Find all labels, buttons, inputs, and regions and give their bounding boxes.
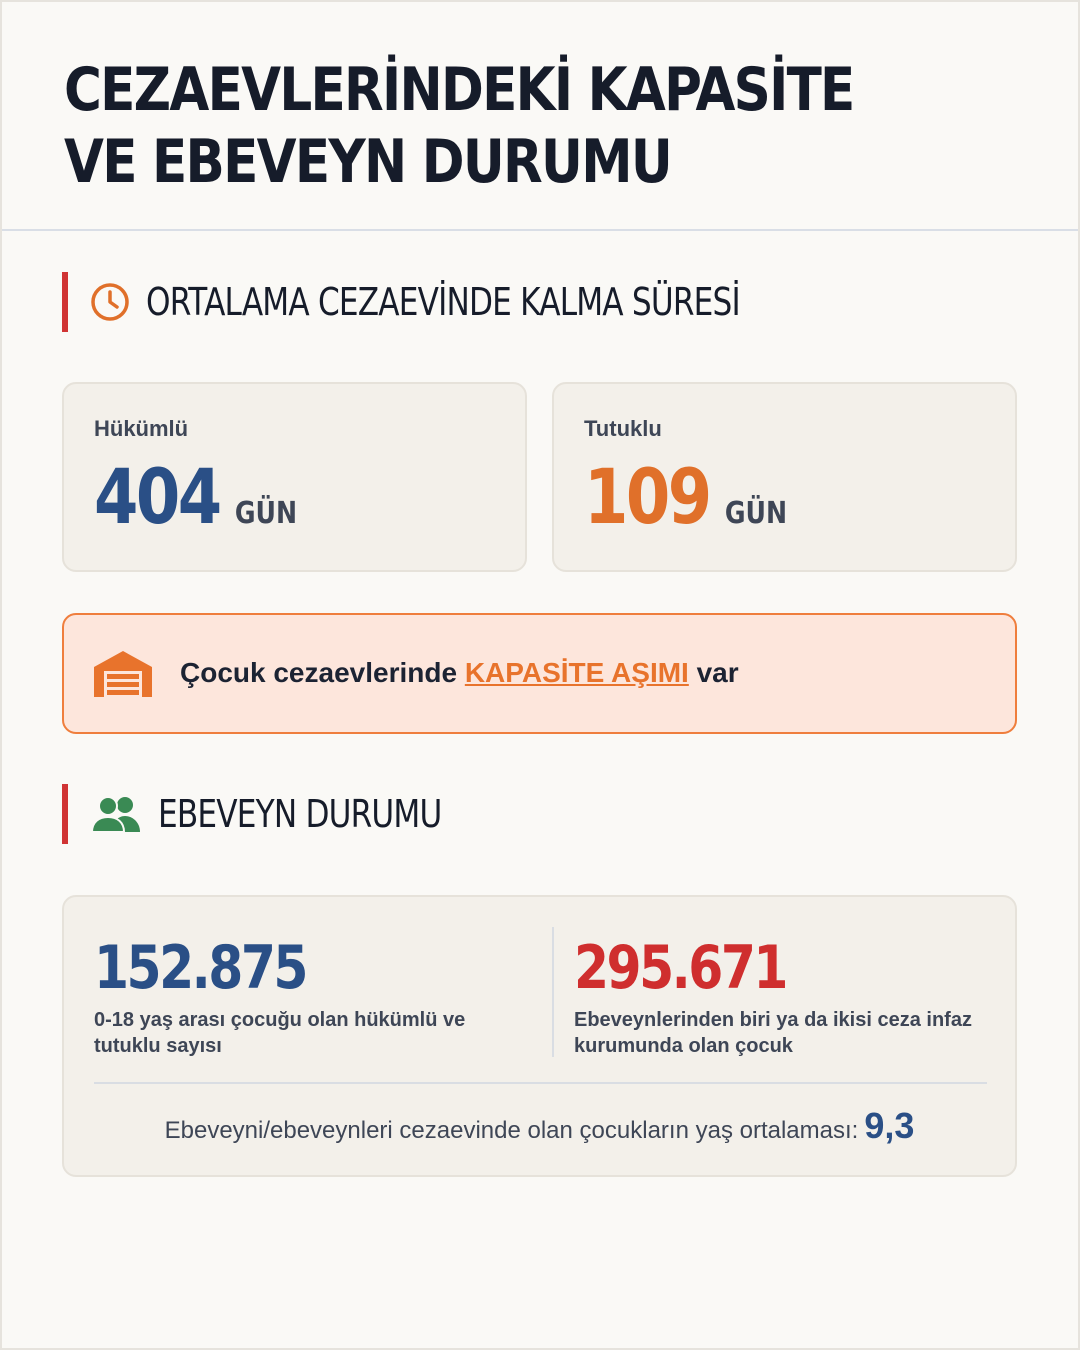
stat-parents-desc: 0-18 yaş arası çocuğu olan hükümlü ve tutuklu sayısı [94,1009,466,1057]
average-age-line [64,1105,1015,1147]
card-tutuklu-value: 109 [584,452,710,541]
capacity-alert [62,613,1017,734]
vertical-divider [552,927,554,1057]
card-hukumlu-unit: GÜN [234,496,298,531]
stat-parents-value: 152.875 [94,933,306,1003]
alert-text [180,657,739,689]
average-age-text: Ebeveyni/ebeveynleri cezaevinde olan çocukların yaş ortalaması: [164,1117,859,1144]
alert-text-after: var [688,657,739,688]
card-tutuklu-unit: GÜN [724,496,788,531]
stat-children-value: 295.671 [574,933,786,1003]
card-hukumlu [62,382,527,572]
section-parent-heading [62,784,504,844]
section-stay-heading [62,272,870,332]
users-icon [90,794,142,834]
horizontal-divider [94,1082,987,1084]
header [2,2,1078,231]
parent-stats-card [62,895,1017,1177]
title-line-2: VE EBEVEYN DURUMU [64,127,672,197]
garage-icon [92,649,154,704]
title-line-1: CEZAEVLERİNDEKİ KAPASİTE [64,55,854,125]
alert-highlight: KAPASİTE AŞIMI [464,657,689,688]
card-hukumlu-value: 404 [94,452,220,541]
stat-children-desc: Ebeveynlerinden biri ya da ikisi ceza infaz kurumunda olan çocuk [574,1009,972,1057]
card-hukumlu-label: Hükümlü [94,416,189,441]
clock-icon [90,282,130,322]
page-title [64,54,854,198]
section-parent-title: EBEVEYN DURUMU [158,792,442,836]
alert-text-before: Çocuk cezaevlerinde [180,657,465,688]
card-tutuklu [552,382,1017,572]
average-age-value: 9,3 [864,1105,915,1146]
card-tutuklu-label: Tutuklu [584,416,662,441]
card-hukumlu-value-wrap [94,452,297,541]
card-tutuklu-value-wrap [584,452,787,541]
section-stay-title: ORTALAMA CEZAEVİNDE KALMA SÜRESİ [146,280,740,324]
